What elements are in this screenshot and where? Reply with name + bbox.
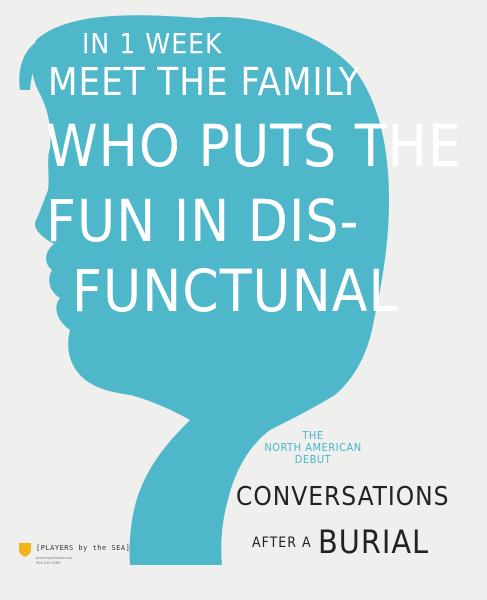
theater-phone: 904.249.0289	[36, 561, 61, 565]
headline-line-2: MEET THE FAMILY	[48, 60, 361, 104]
debut-line-3: DEBUT	[294, 453, 332, 466]
headline-line-4: FUN IN DIS-	[46, 187, 360, 255]
play-title-line-3: BURIAL	[318, 523, 430, 561]
play-title-line-1: CONVERSATIONS	[236, 482, 450, 512]
theater-website: playersbythesea.org	[36, 556, 72, 560]
headline-line-1: IN 1 WEEK	[82, 27, 223, 60]
debut-line-1: THE	[302, 429, 324, 442]
debut-label	[248, 430, 378, 466]
debut-line-2: NORTH AMERICAN	[264, 441, 362, 454]
headline-line-5: FUNCTUNAL	[72, 257, 399, 325]
headline-line-3: WHO PUTS THE	[46, 112, 462, 180]
theater-logo	[18, 542, 138, 582]
shield-logo-icon	[18, 542, 32, 558]
play-title-line-2: AFTER A	[252, 535, 312, 551]
theater-name: [PLAYERS by the SEA]	[36, 544, 131, 552]
